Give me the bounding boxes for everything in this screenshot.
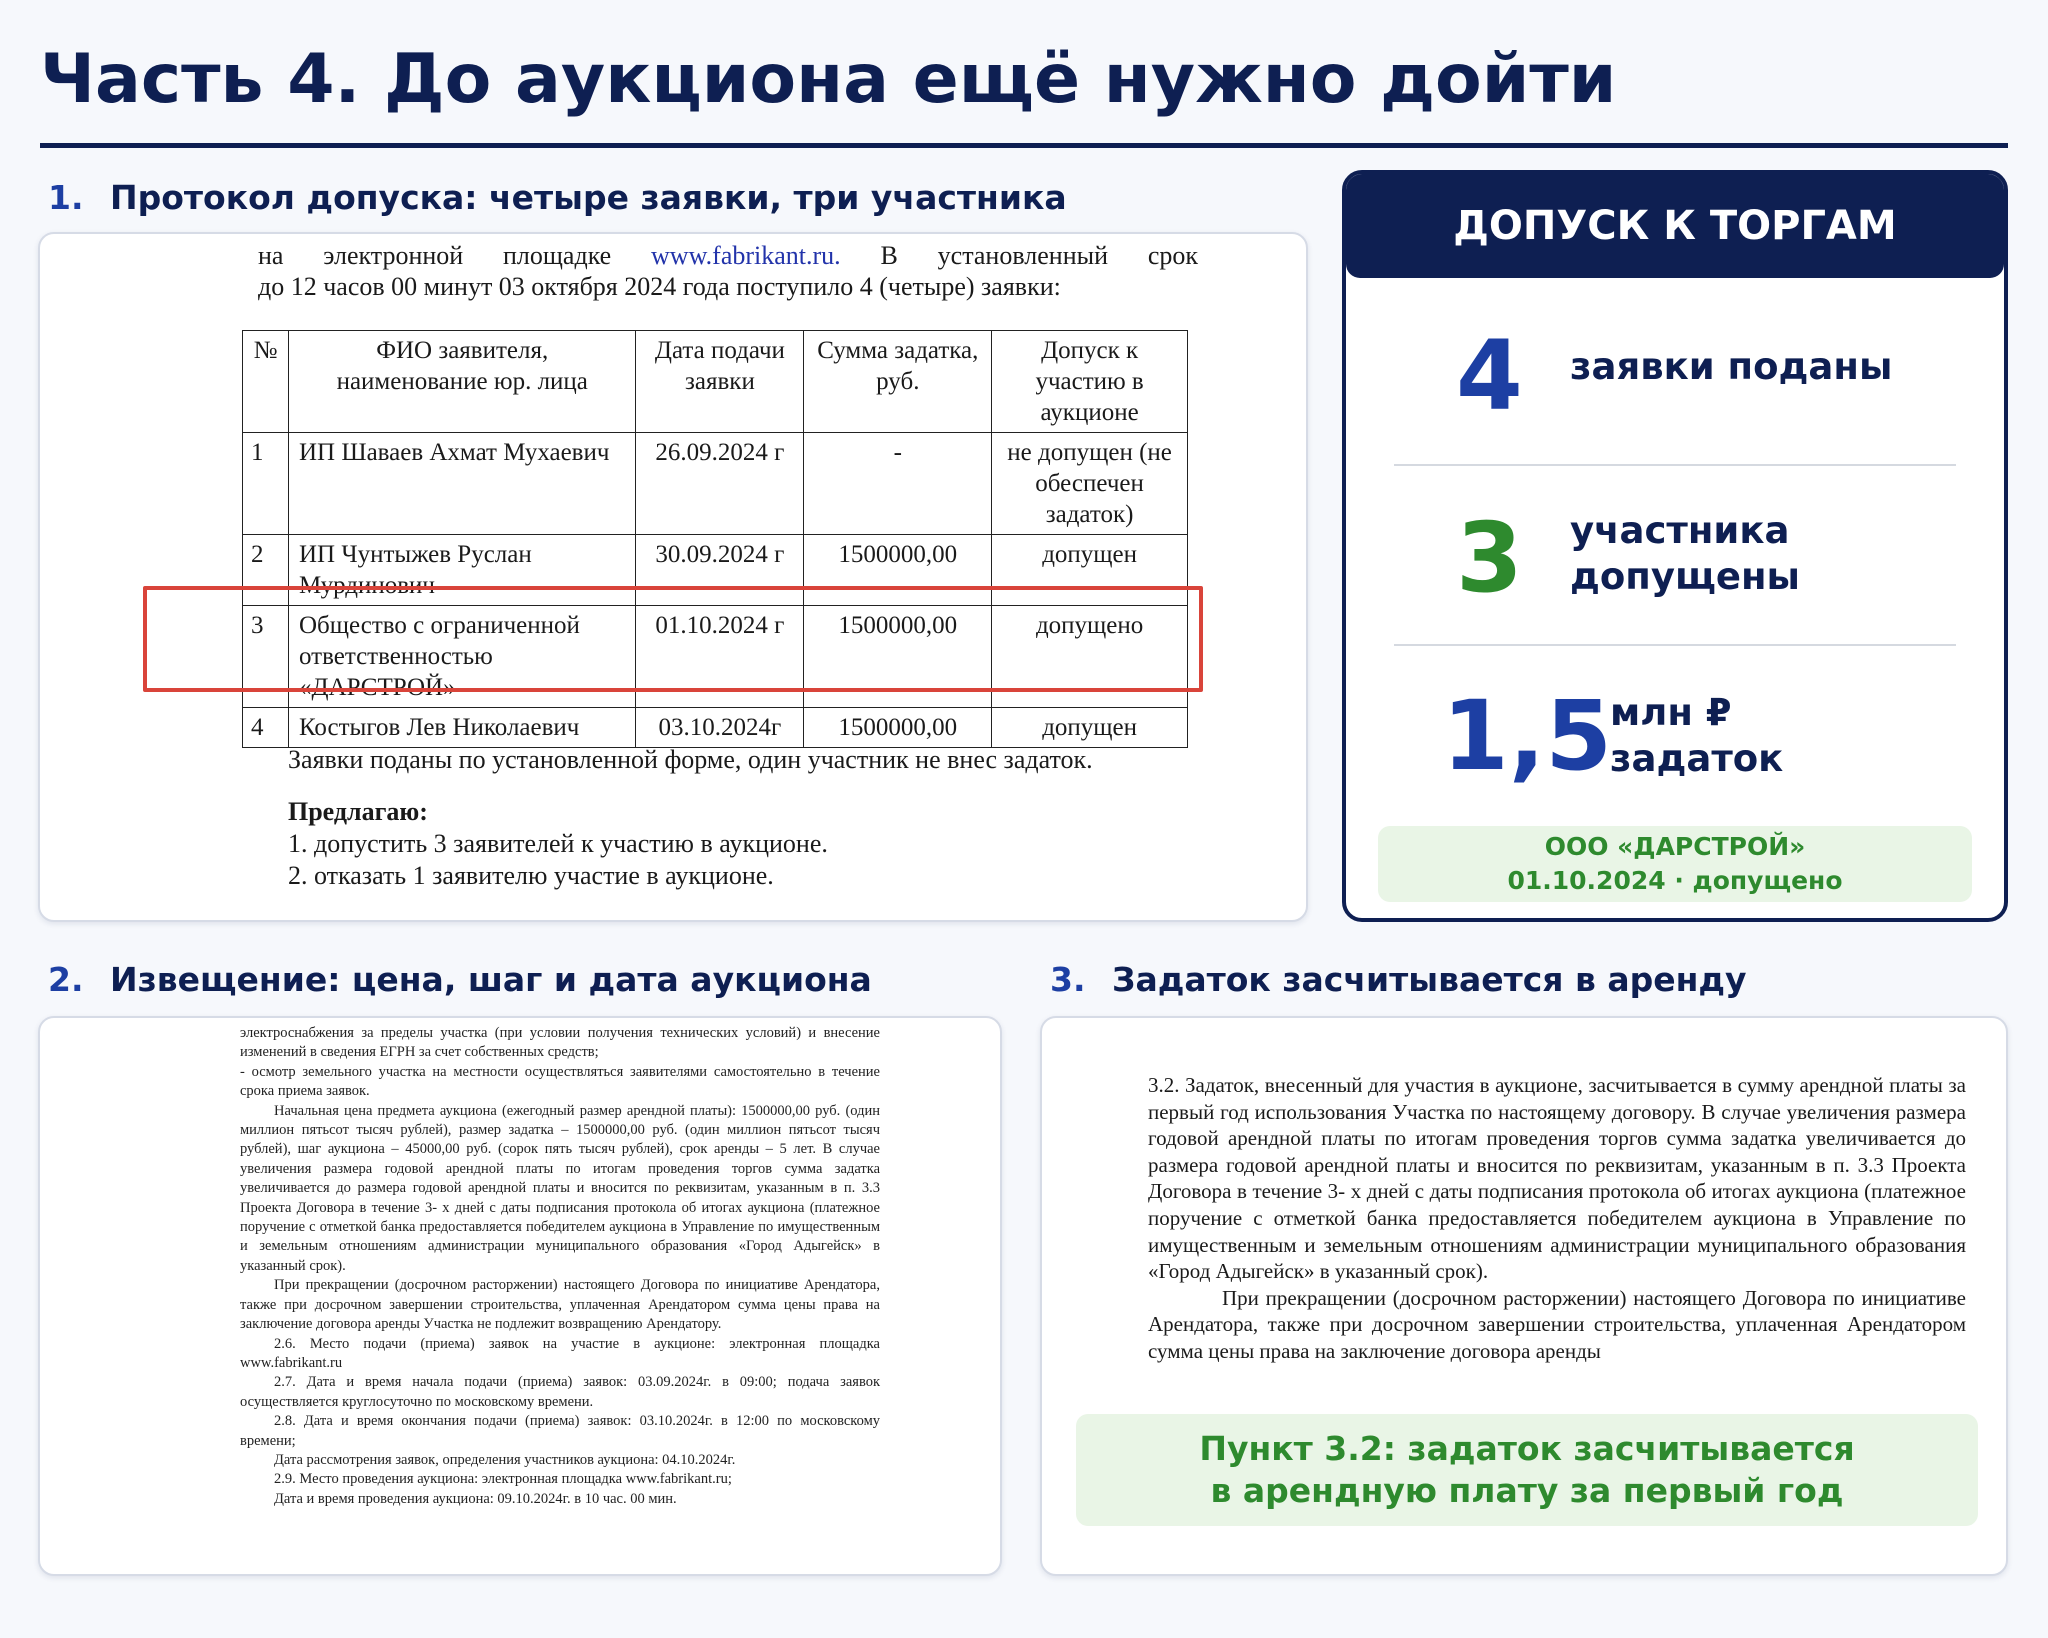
deposit-sum: 1500000,00 [804,535,992,606]
applicant-name: ИП Шаваев Ахмат Мухаевич [288,433,636,535]
application-date: 01.10.2024 г [636,606,804,708]
panel-header: ДОПУСК К ТОРГАМ [1346,174,2004,278]
propose-item: 2. отказать 1 заявителю участие в аукционе. [288,861,774,890]
panel-divider [1394,644,1956,646]
section-2-title: Извещение: цена, шаг и дата аукциона [110,960,872,999]
document-paragraph: Начальная цена предмета аукциона (ежегодный размер арендной платы): 1500000,00 руб. (один миллион пятьсот тысяч рублей), размер задатка – 1500000,00 руб. (один миллион пятьсот тысяч рублей), шаг аукциона – 45000,00 руб. (сорок пять тысяч рублей), срок аренды – 5 лет. В случае увеличения размера годовой арендной платы по итогам проведения торгов сумма задатка увеличивается до размера годовой арендной платы и вносится по реквизитам, указанным в п. 3.3 Проекта Договора в течение 3- х дней с даты подписания протокола об итогах аукциона (платежное поручение с отметкой банка предоставляется победителем аукциона в Управление по имущественным и земельным отношениям администрации муниципального образования «Город Адыгейск» в указанный срок). [240,1102,880,1274]
deposit-credited-note: Пункт 3.2: задаток засчитывается в арендную плату за первый год [1076,1414,1978,1526]
propose-item: 1. допустить 3 заявителей к участию в аукционе. [288,829,828,858]
admission-status: допущено [992,606,1188,708]
stat-label: заявки поданы [1570,345,1893,388]
document-paragraph: 2.8. Дата и время окончания подачи (приема) заявок: 03.10.2024г. в 12:00 по московскому времени; [240,1413,880,1449]
stat-participants [1346,470,2004,640]
document-paragraph: электроснабжения за пределы участка (при условии получения технических условий) и внесение изменений в сведения ЕГРН за счет собственных средств; [240,1025,880,1061]
section-2-heading [48,960,872,999]
document-paragraph: 2.6. Место подачи (приема) заявок на участие в аукционе: электронная площадка www.fabrikant.ru [240,1335,880,1371]
deposit-sum: 1500000,00 [804,606,992,708]
stat-applications [1346,300,2004,450]
document-paragraph: Дата рассмотрения заявок, определения участников аукциона: 04.10.2024г. [274,1451,736,1468]
row-number: 4 [243,708,289,748]
section-2-number: 2. [48,960,84,999]
notice-text [240,1024,880,1509]
contract-document [1040,1016,2008,1576]
protocol-intro [258,240,1198,302]
applicant-name: ИП Чунтыжев Руслан Мурдинович [288,535,636,606]
applicant-name: Костыгов Лев Николаевич [288,708,636,748]
row-number: 3 [243,606,289,708]
darstroy-admitted-note: ООО «ДАРСТРОЙ» 01.10.2024 · допущено [1378,826,1972,902]
fabrikant-link[interactable]: www.fabrikant.ru. [651,241,841,270]
document-paragraph: 2.9. Место проведения аукциона: электронная площадка www.fabrikant.ru; [274,1471,732,1488]
admission-summary-panel [1342,170,2008,922]
document-paragraph: 3.2. Задаток, внесенный для участия в аукционе, засчитывается в сумму арендной платы за первый год использования Участка по настоящему договору. В случае увеличения размера годовой арендной платы по итогам проведения торгов сумма задатка увеличивается до размера годовой арендной платы и вносится по реквизитам, указанным в п. 3.3 Проекта Договора в течение 3- х дней с даты подписания протокола об итогах аукциона (платежное поручение с отметкой банка предоставляется победителем аукциона в Управление по имущественным и земельным отношениям администрации муниципального образования «Город Адыгейск» в указанный срок). [1148,1073,1966,1284]
document-paragraph: Дата и время проведения аукциона: 09.10.2024г. в 10 час. 00 мин. [274,1490,677,1507]
page-title: Часть 4. До аукциона ещё нужно дойти [40,40,1617,119]
applicant-name: Общество с ограниченной ответственностью «ДАРСТРОЙ» [288,606,636,708]
admission-status: допущен [992,535,1188,606]
notice-document [38,1016,1002,1576]
stat-value: 4 [1456,320,1523,432]
protocol-footer [288,744,1093,892]
deposit-sum: - [804,433,992,535]
document-paragraph: При прекращении (досрочном расторжении) настоящего Договора по инициативе Арендатора, также при досрочном завершении строительства, уплаченная Арендатором сумма цены права на заключение договора аренды Участка не подлежит возвращению Арендатору. [240,1277,880,1333]
stat-label: участника допущены [1570,509,1801,598]
section-1-title: Протокол допуска: четыре заявки, три участника [110,178,1067,217]
row-number: 2 [243,535,289,606]
protocol-document [38,232,1308,922]
table-row [243,433,1188,535]
admission-status: допущен [992,708,1188,748]
section-3-heading [1050,960,1747,999]
row-number: 1 [243,433,289,535]
table-header: Допуск к участию в аукционе [992,331,1188,433]
document-paragraph: При прекращении (досрочном расторжении) настоящего Договора по инициативе Арендатора, также при досрочном завершении строительства, уплаченная Арендатором сумма цены права на заключение договора аренды [1148,1285,1966,1363]
title-divider [40,143,2008,148]
panel-divider [1394,464,1956,466]
contract-text [1148,1072,1966,1365]
protocol-note: Заявки поданы по установленной форме, один участник не внес задаток. [288,745,1093,774]
protocol-intro-line-2: до 12 часов 00 минут 03 октября 2024 года поступило 4 (четыре) заявки: [258,272,1061,301]
table-header: ФИО заявителя, наименование юр. лица [288,331,636,433]
table-row [243,708,1188,748]
section-3-number: 3. [1050,960,1086,999]
protocol-intro-line-1: на электронной площадке www.fabrikant.ru. В установленный срок [258,241,1198,270]
table-header: Сумма задатка, руб. [804,331,992,433]
highlight-darstroy-row [143,586,1203,692]
stat-value: 3 [1456,502,1523,614]
section-1-number: 1. [48,178,84,217]
document-paragraph: - осмотр земельного участка на местности осуществляться заявителями самостоятельно в течение срока приема заявок. [240,1063,880,1100]
application-date: 03.10.2024г [636,708,804,748]
application-date: 26.09.2024 г [636,433,804,535]
deposit-sum: 1500000,00 [804,708,992,748]
stat-value: 1,5 [1442,680,1613,792]
document-paragraph: 2.7. Дата и время начала подачи (приема) заявок: 03.09.2024г. в 09:00; подача заявок осуществляется круглосуточно по московскому времени. [240,1374,880,1410]
propose-label: Предлагаю: [288,797,428,826]
stat-deposit [1346,650,2004,820]
admission-status: не допущен (не обеспечен задаток) [992,433,1188,535]
table-header-row [243,331,1188,433]
section-3-title: Задаток засчитывается в аренду [1112,960,1747,999]
section-1-heading [48,178,1067,217]
table-header: Дата подачи заявки [636,331,804,433]
table-header: № [243,331,289,433]
stat-label: млн ₽ задаток [1610,691,1784,780]
application-date: 30.09.2024 г [636,535,804,606]
